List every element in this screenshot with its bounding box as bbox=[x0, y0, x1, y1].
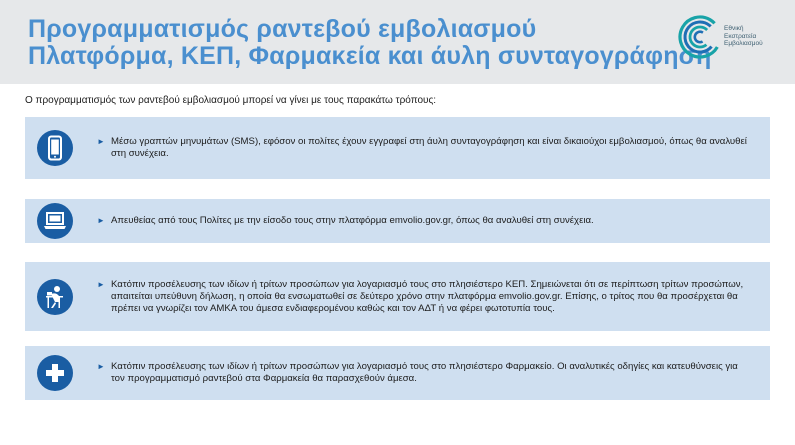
pharmacy-cross-icon bbox=[37, 355, 73, 391]
bullet-arrow-icon: ► bbox=[97, 137, 105, 146]
bullet-arrow-icon: ► bbox=[97, 362, 105, 371]
logo-line-1: Εθνική bbox=[724, 25, 744, 32]
logo-line-3: Εμβολιασμού bbox=[724, 40, 763, 47]
logo-text bbox=[724, 25, 763, 48]
title-line-1: Προγραμματισμός ραντεβού εμβολιασμού bbox=[28, 15, 537, 43]
laptop-icon bbox=[37, 203, 73, 239]
page-title bbox=[28, 16, 711, 70]
method-card-pharmacy bbox=[25, 346, 770, 400]
method-card-kep bbox=[25, 262, 770, 331]
method-card-platform bbox=[25, 199, 770, 243]
title-line-2: Πλατφόρμα, ΚΕΠ, Φαρμακεία και άυλη συνταγογράφηση bbox=[28, 42, 712, 70]
bullet-arrow-icon: ► bbox=[97, 216, 105, 225]
intro-text: Ο προγραμματισμός των ραντεβού εμβολιασμού μπορεί να γίνει με τους παρακάτω τρόπους: bbox=[25, 95, 437, 106]
vaccination-committee-logo-icon bbox=[678, 15, 722, 59]
desk-person-icon bbox=[37, 279, 73, 315]
method-card-sms bbox=[25, 117, 770, 179]
logo-line-2: Εκστρατεία bbox=[724, 32, 757, 40]
method-text-pharmacy: Κατόπιν προσέλευσης των ιδίων ή τρίτων προσώπων για λογαριασμό τους στο πλησιέστερο Φαρμακείο. Οι αναλυτικές οδηγίες και κατευθύνσεις για τον προγραμματισμό ραντεβού στα Φαρμακεία θα παρασχεθούν άμεσα. bbox=[111, 361, 738, 384]
method-text-kep: Κατόπιν προσέλευσης των ιδίων ή τρίτων προσώπων για λογαριασμό τους στο πλησιέστερο ΚΕΠ. Σημειώνεται ότι σε περίπτωση τρίτων προσώπων, απαιτείται υπεύθυνη δήλωση, η οποία θα ενσωματωθεί σε δεύτερο χρόνο στην πλατφόρμα emvolio.gov.gr. Επίσης, ο τρίτος που θα προσέρχεται θα πρέπει να γνωρίζει τον ΑΜΚΑ του άμεσα ενδιαφερομένου καθώς και τον ΑΔΤ ή να φέρει φωτοτυπία τους. bbox=[111, 278, 744, 314]
mobile-phone-icon bbox=[37, 130, 73, 166]
bullet-arrow-icon: ► bbox=[97, 279, 105, 289]
header-banner bbox=[0, 0, 795, 84]
method-text-sms: Μέσω γραπτών μηνυμάτων (SMS), εφόσον οι πολίτες έχουν εγγραφεί στη άυλη συνταγογράφηση και είναι δικαιούχοι εμβολιασμού, όπως θα αναλυθεί στη συνέχεια. bbox=[111, 136, 747, 159]
method-text-platform: Απευθείας από τους Πολίτες με την είσοδο τους στην πλατφόρμα emvolio.gov.gr, όπως θα αναλυθεί στη συνέχεια. bbox=[111, 215, 594, 226]
